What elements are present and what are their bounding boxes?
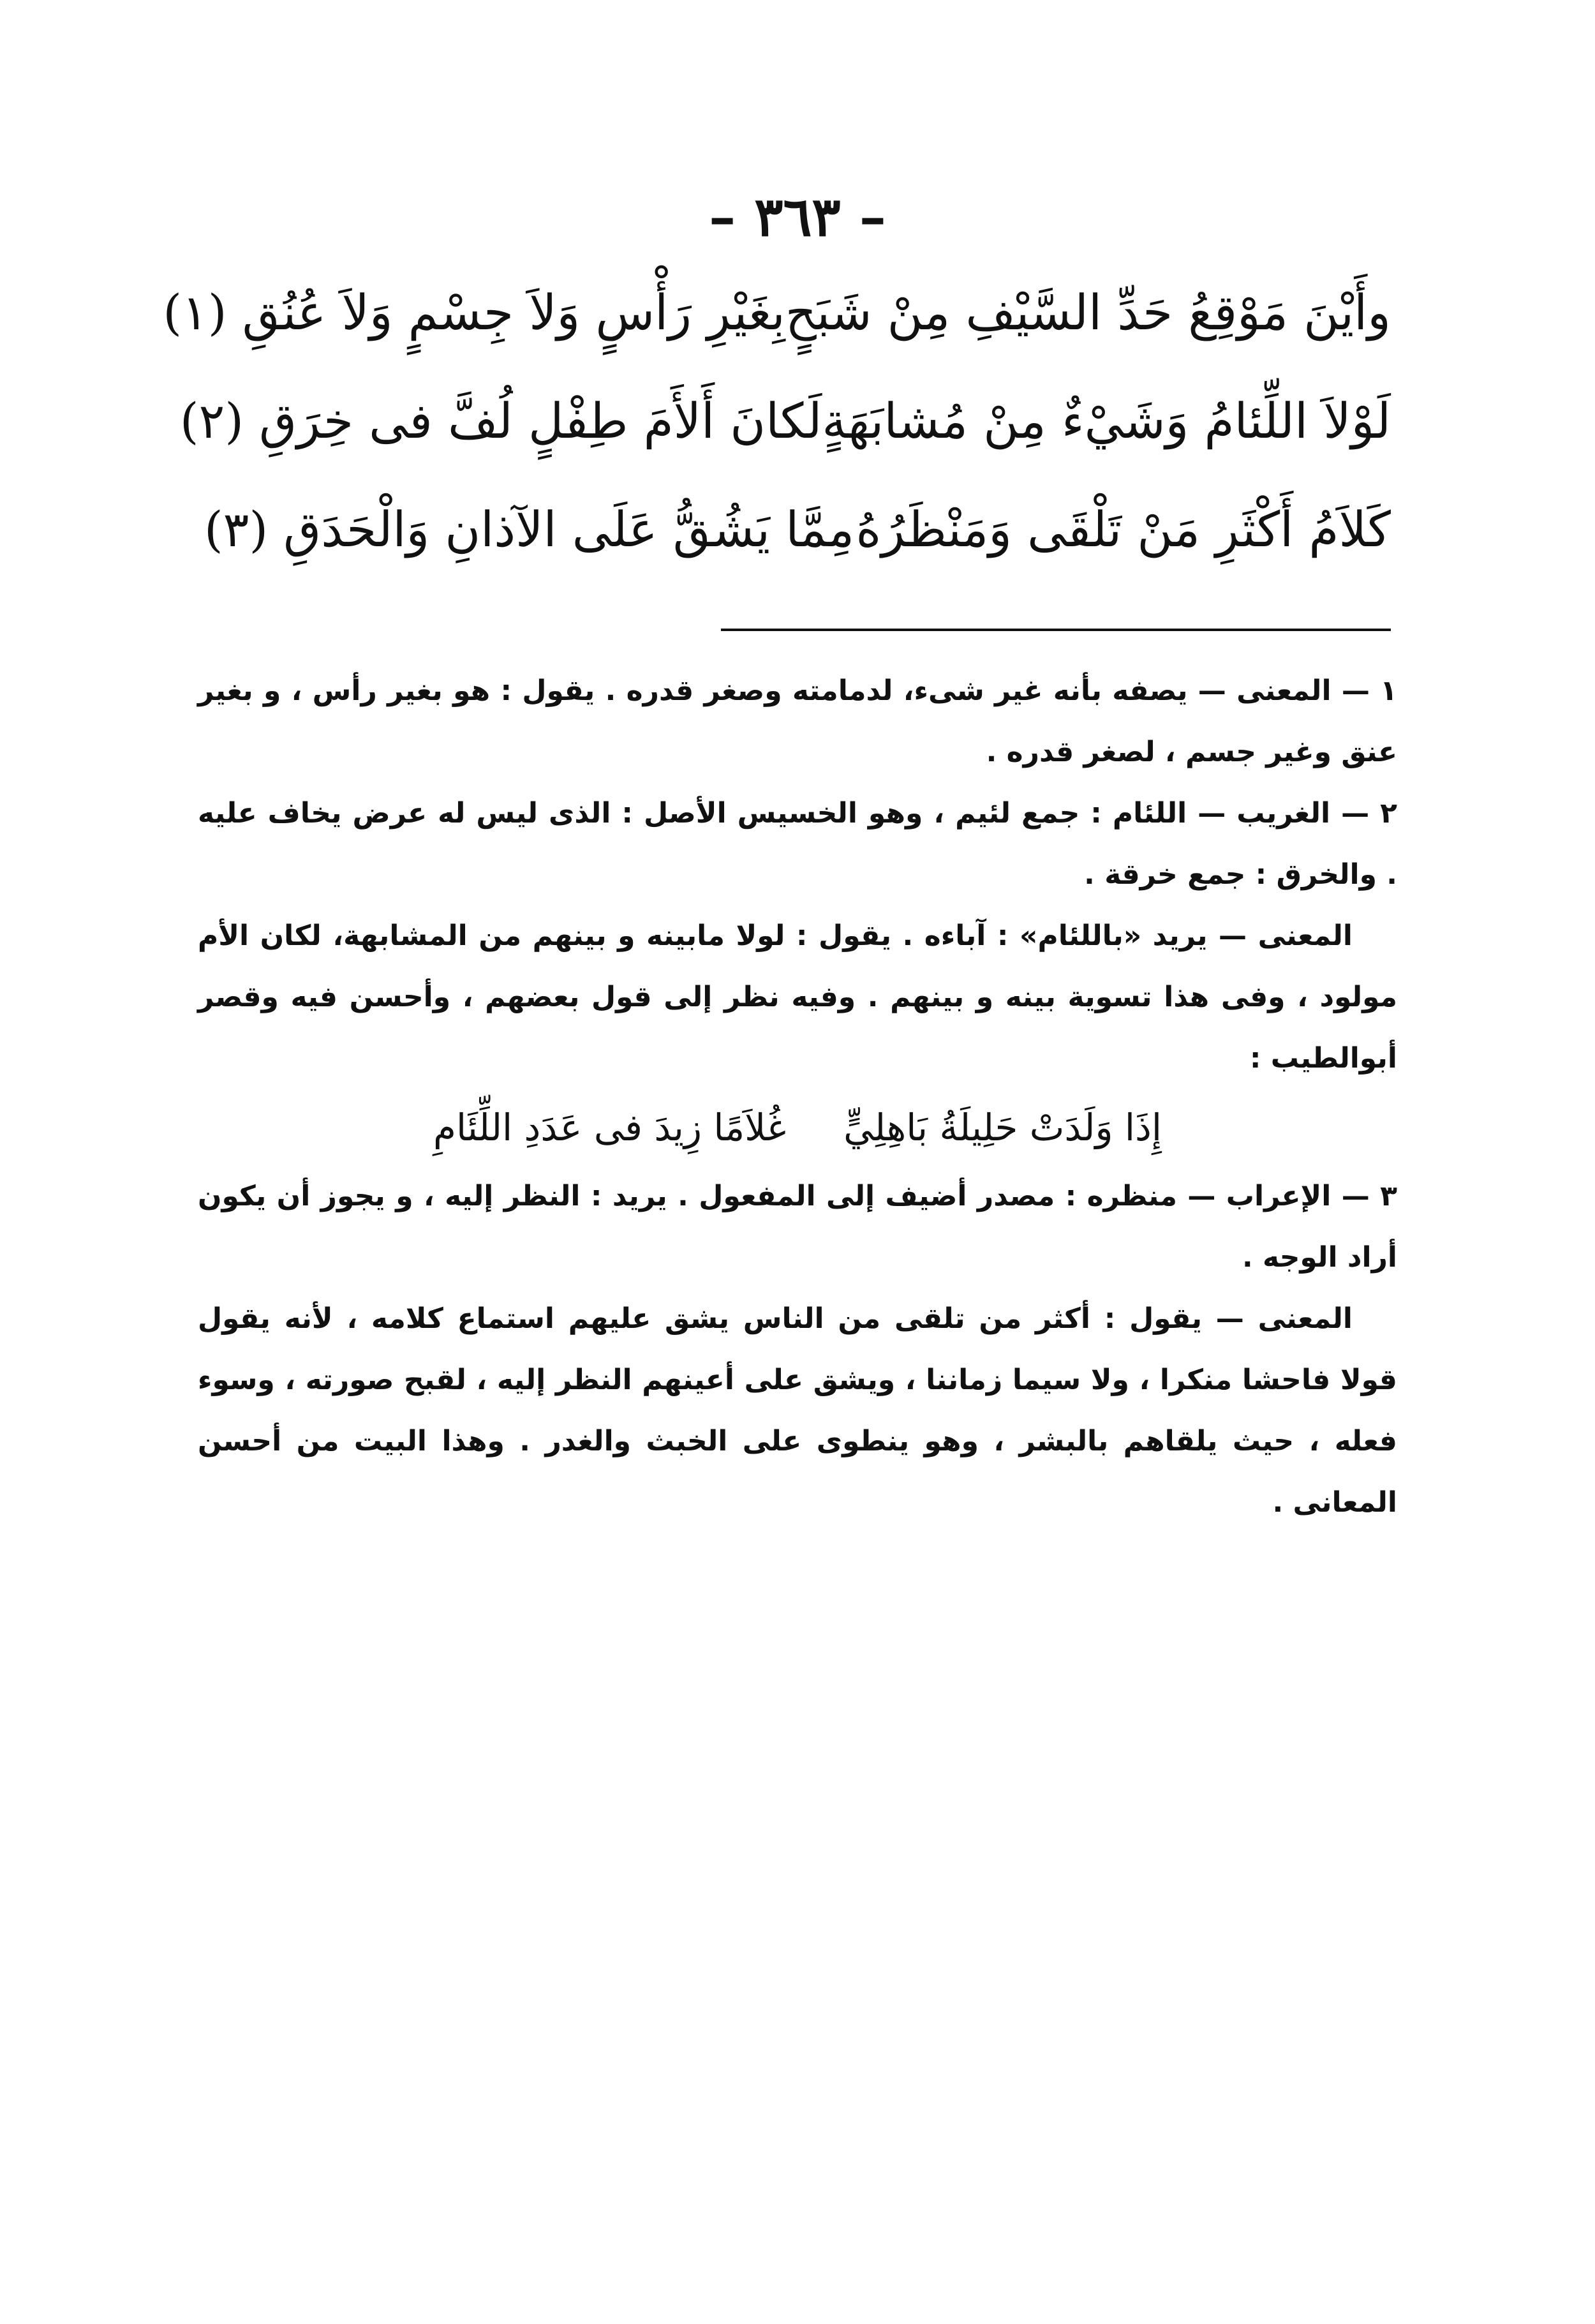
footnote-divider [721, 629, 1391, 631]
page-number: – ٣٦٣ – [709, 185, 886, 248]
quoted-verse-second: غُلاَمًا زِيدَ فى عَدَدِ اللِّئَامِ [433, 1106, 787, 1149]
footnote-3-meaning: المعنى — يقول : أكثر من تلقى من الناس يشق عليهم استماع كلامه ، لأنه يقول قولا فاحشا منكرا ، ولا سيما زماننا ، ويشق على أعينهم النظر إليه ، لقبح صورته ، وسوء فعله ، حيث يلقاهم بالبشر ، وهو ينطوى على الخبث والغدر . وهذا البيت من أحسن المعانى . [198, 1302, 1397, 1519]
verse-second-hemistich: بِغَيْرِ رَأْسٍ وَلاَ جِسْمٍ وَلاَ عُنُقِ (١) [163, 284, 785, 341]
footnote-2-meaning: المعنى — يريد «باللئام» : آباءه . يقول : لولا مابينه و بينهم من المشابهة، لكان الأم مولود ، وفى هذا تسوية بينه و بينهم . وفيه نظر إلى قول بعضهم ، وأحسن فيه وقصر أبوالطيب : [198, 920, 1397, 1075]
footnote-1: ١ — المعنى — يصفه بأنه غير شىء، لدمامته وصغر قدره . يقول : هو بغير رأس ، و بغير عنق وغير جسم ، لصغر قدره . [198, 674, 1397, 768]
quoted-verse-first: إِذَا وَلَدَتْ حَلِيلَةُ بَاهِلِيٍّ [843, 1106, 1162, 1149]
verse-line [204, 475, 1391, 584]
verse-second-hemistich: مِمَّا يَشُقُّ عَلَى الآذانِ وَالْحَدَقِ (٣) [204, 501, 855, 558]
footnote-2-vocabulary: ٢ — الغريب — اللئام : جمع لئيم ، وهو الخسيس الأصل : الذى ليس له عرض يخاف عليه . والخرق : جمع خرقة . [198, 797, 1397, 891]
poem [163, 258, 1391, 584]
quoted-verse [198, 1089, 1397, 1166]
verse-first-hemistich: كَلاَمُ أَكْثَرِ مَنْ تَلْقَى وَمَنْظَرُهُ [856, 501, 1391, 558]
verse-line [163, 258, 1391, 367]
footnotes [198, 660, 1397, 1533]
verse-first-hemistich: وأَيْنَ مَوْقِعُ حَدِّ السَّيْفِ مِنْ شَبَحٍ [785, 284, 1391, 341]
verse-second-hemistich: لَكانَ أَلأَمَ طِفْلٍ لُفَّ فى خِرَقِ (٢) [179, 392, 822, 449]
verse-first-hemistich: لَوْلاَ اللِّئامُ وَشَيْءٌ مِنْ مُشابَهَةٍ [822, 392, 1391, 449]
verse-line [179, 367, 1391, 475]
footnote-3-grammar: ٣ — الإعراب — منظره : مصدر أضيف إلى المفعول . يريد : النظر إليه ، و يجوز أن يكون أراد الوجه . [198, 1180, 1397, 1274]
